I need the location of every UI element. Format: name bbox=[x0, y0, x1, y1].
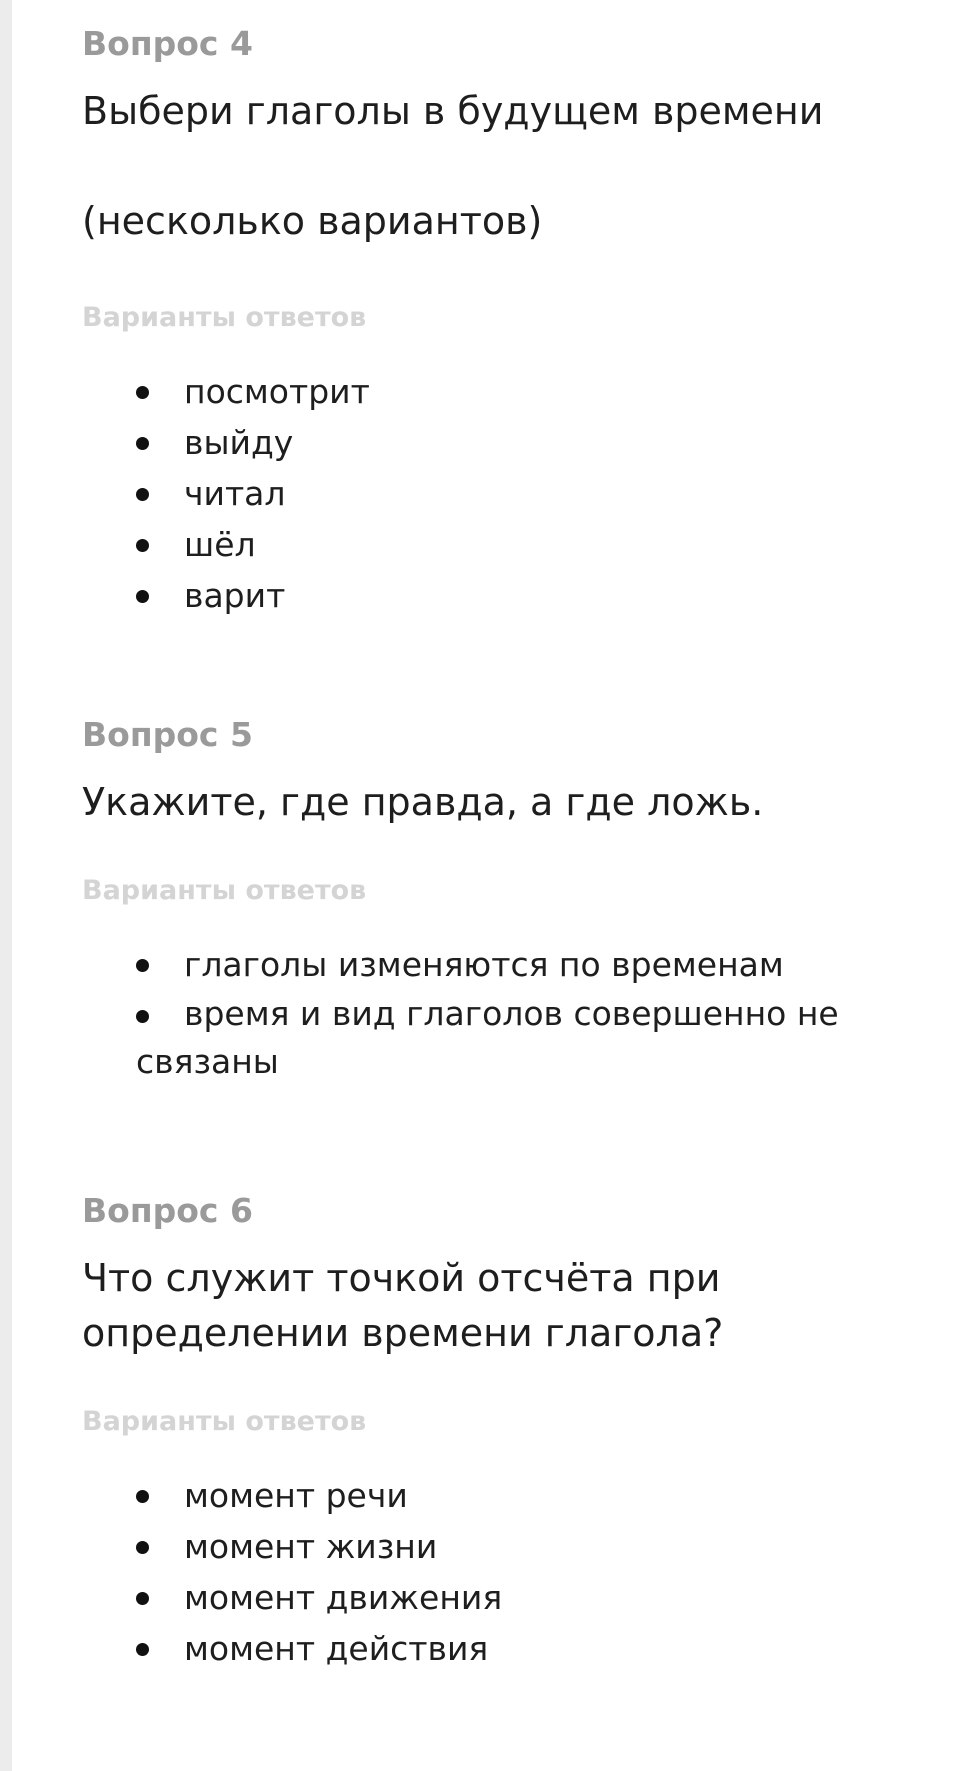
question-label: Вопрос 6 bbox=[82, 1191, 253, 1230]
bullet-icon bbox=[136, 1643, 149, 1656]
question-text: Укажите, где правда, а где ложь. bbox=[82, 780, 764, 824]
answers-label: Варианты ответов bbox=[82, 875, 367, 906]
bullet-icon bbox=[136, 488, 149, 501]
question-5 bbox=[82, 715, 942, 1086]
answers-list bbox=[82, 1470, 942, 1674]
question-text: Выбери глаголы в будущем времени (несколько вариантов) bbox=[82, 89, 824, 243]
answer-item bbox=[82, 939, 942, 990]
answer-item bbox=[82, 990, 916, 1086]
bullet-icon bbox=[136, 1592, 149, 1605]
answer-text: варит bbox=[184, 576, 286, 615]
answer-text: глаголы изменяются по временам bbox=[184, 945, 784, 984]
question-4 bbox=[82, 24, 942, 621]
question-6 bbox=[82, 1191, 942, 1674]
answer-text: читал bbox=[184, 474, 286, 513]
answer-item bbox=[82, 1623, 942, 1674]
question-label: Вопрос 4 bbox=[82, 24, 253, 63]
left-border-strip bbox=[0, 0, 12, 1771]
answers-list bbox=[82, 366, 942, 621]
answer-item bbox=[82, 519, 942, 570]
answers-label: Варианты ответов bbox=[82, 302, 367, 333]
bullet-icon bbox=[136, 1490, 149, 1503]
question-label: Вопрос 5 bbox=[82, 715, 253, 754]
answer-item bbox=[82, 1470, 942, 1521]
bullet-icon bbox=[136, 437, 149, 450]
bullet-icon bbox=[136, 539, 149, 552]
bullet-icon bbox=[136, 1010, 149, 1023]
answer-item bbox=[82, 1521, 942, 1572]
bullet-icon bbox=[136, 590, 149, 603]
answer-text: момент жизни bbox=[184, 1527, 438, 1566]
answer-text: момент движения bbox=[184, 1578, 503, 1617]
answers-label: Варианты ответов bbox=[82, 1406, 367, 1437]
answer-item bbox=[82, 1572, 942, 1623]
answer-text: шёл bbox=[184, 525, 256, 564]
question-text: Что служит точкой отсчёта при определении времени глагола? bbox=[82, 1256, 724, 1355]
answer-text: выйду bbox=[184, 423, 294, 462]
bullet-icon bbox=[136, 959, 149, 972]
answer-item bbox=[82, 570, 942, 621]
answer-text: момент речи bbox=[184, 1476, 408, 1515]
answer-item bbox=[82, 366, 942, 417]
answers-list bbox=[82, 939, 942, 1086]
answer-item bbox=[82, 468, 942, 519]
bullet-icon bbox=[136, 1541, 149, 1554]
bullet-icon bbox=[136, 386, 149, 399]
answer-text: момент действия bbox=[184, 1629, 489, 1668]
answer-text: посмотрит bbox=[184, 372, 370, 411]
answer-text: время и вид глаголов совершенно не связаны bbox=[136, 994, 839, 1081]
answer-item bbox=[82, 417, 942, 468]
